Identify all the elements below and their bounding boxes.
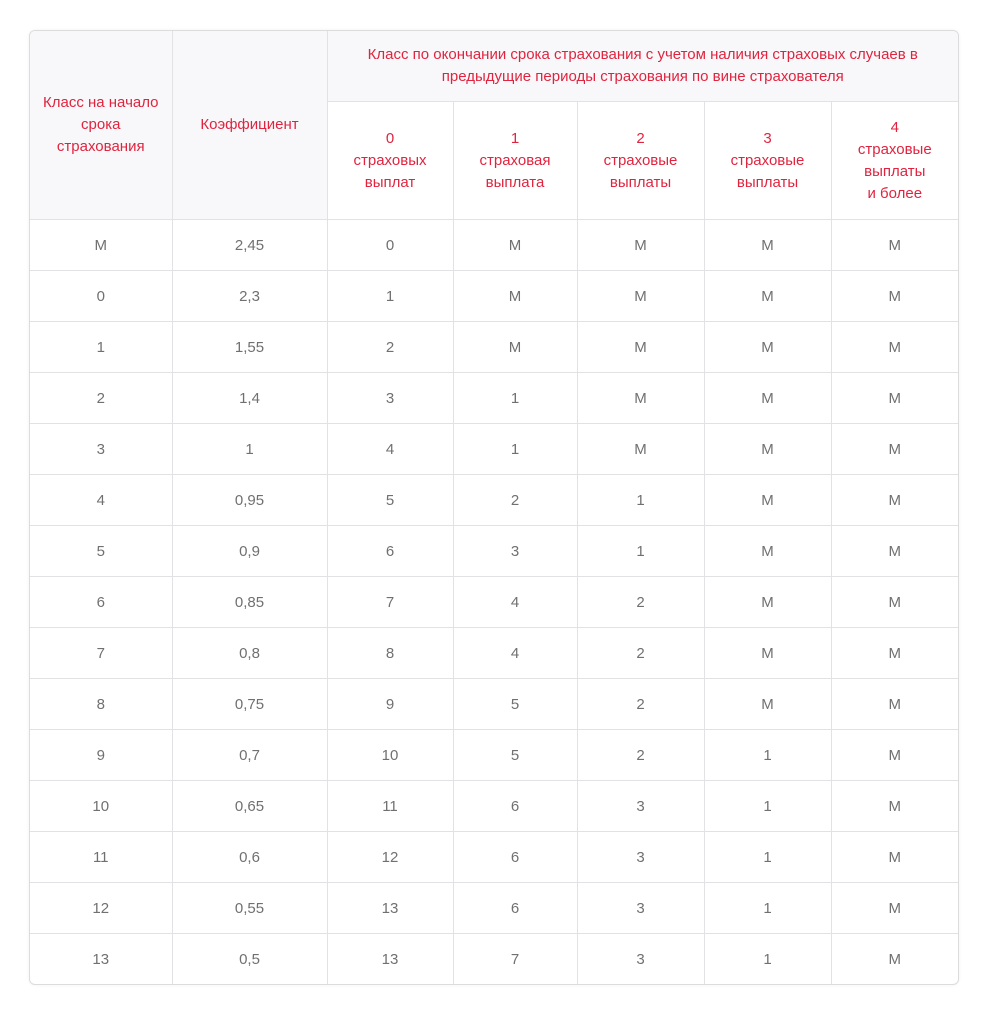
cell-class-end: 6: [453, 781, 577, 832]
cell-class-start: 5: [30, 526, 172, 577]
cell-coefficient: 2,45: [172, 220, 327, 271]
cell-class-end: 2: [577, 628, 704, 679]
header-claims-4-line: 4: [890, 118, 899, 136]
cell-class-end: 2: [327, 322, 453, 373]
cell-class-end: М: [831, 832, 958, 883]
cell-class-start: 7: [30, 628, 172, 679]
cell-class-end: 5: [453, 730, 577, 781]
cell-class-end: 1: [704, 934, 831, 985]
cell-class-end: М: [831, 628, 958, 679]
cell-coefficient: 0,6: [172, 832, 327, 883]
cell-class-end: М: [831, 526, 958, 577]
cell-class-end: 1: [704, 781, 831, 832]
cell-class-end: 12: [327, 832, 453, 883]
cell-class-end: М: [577, 322, 704, 373]
cell-class-start: 6: [30, 577, 172, 628]
cell-class-start: 13: [30, 934, 172, 985]
cell-class-end: 2: [453, 475, 577, 526]
cell-class-end: М: [704, 373, 831, 424]
cell-class-end: М: [704, 424, 831, 475]
table-row: [30, 424, 958, 475]
cell-coefficient: 0,65: [172, 781, 327, 832]
cell-class-end: 10: [327, 730, 453, 781]
cell-class-end: 5: [453, 679, 577, 730]
cell-class-end: М: [704, 577, 831, 628]
header-claims-0-line: выплат: [364, 173, 416, 191]
cell-class-end: 3: [577, 934, 704, 985]
cell-class-end: 8: [327, 628, 453, 679]
cell-class-end: 6: [327, 526, 453, 577]
cell-class-end: М: [577, 373, 704, 424]
header-claims-1: [453, 102, 577, 220]
cell-class-end: М: [831, 271, 958, 322]
cell-coefficient: 0,95: [172, 475, 327, 526]
cell-coefficient: 0,5: [172, 934, 327, 985]
header-claims-1-line: страховая: [479, 151, 551, 169]
table-row: [30, 730, 958, 781]
cell-class-end: 3: [327, 373, 453, 424]
cell-class-start: 12: [30, 883, 172, 934]
cell-class-end: М: [577, 220, 704, 271]
cell-class-end: 13: [327, 934, 453, 985]
cell-class-end: М: [453, 220, 577, 271]
cell-class-end: 1: [704, 730, 831, 781]
cell-class-end: 11: [327, 781, 453, 832]
table-row: [30, 220, 958, 271]
table-row: [30, 271, 958, 322]
table-row: [30, 679, 958, 730]
cell-coefficient: 1: [172, 424, 327, 475]
header-claims-1-line: выплата: [485, 173, 545, 191]
cell-class-end: 1: [704, 832, 831, 883]
header-claims-2-line: 2: [636, 129, 645, 147]
cell-class-end: 1: [577, 526, 704, 577]
cell-class-end: М: [577, 424, 704, 475]
header-coefficient: Коэффициент: [172, 31, 327, 220]
table-row: [30, 526, 958, 577]
cell-class-end: М: [831, 730, 958, 781]
cell-coefficient: 0,8: [172, 628, 327, 679]
cell-class-end: М: [831, 883, 958, 934]
cell-class-end: 6: [453, 832, 577, 883]
header-claims-4-line: страховые: [857, 140, 932, 158]
bonus-malus-table: [30, 31, 958, 984]
header-claims-3: [704, 102, 831, 220]
cell-coefficient: 0,7: [172, 730, 327, 781]
cell-class-start: М: [30, 220, 172, 271]
cell-class-end: М: [704, 322, 831, 373]
cell-class-end: 1: [577, 475, 704, 526]
cell-class-end: 4: [327, 424, 453, 475]
cell-class-end: М: [831, 781, 958, 832]
cell-class-end: 2: [577, 577, 704, 628]
cell-coefficient: 1,55: [172, 322, 327, 373]
cell-class-end: М: [577, 271, 704, 322]
cell-class-end: М: [704, 271, 831, 322]
cell-class-end: 1: [453, 424, 577, 475]
cell-class-start: 1: [30, 322, 172, 373]
cell-class-end: М: [704, 475, 831, 526]
cell-coefficient: 0,55: [172, 883, 327, 934]
table-row: [30, 628, 958, 679]
table-body: [30, 220, 958, 985]
cell-class-end: 7: [453, 934, 577, 985]
header-group-title: Класс по окончании срока страхования с учетом наличия страховых случаев в предыдущие периоды страхования по вине страхователя: [327, 31, 958, 102]
cell-class-start: 2: [30, 373, 172, 424]
header-claims-3-line: страховые: [730, 151, 805, 169]
header-claims-3-line: выплаты: [736, 173, 799, 191]
table-row: [30, 577, 958, 628]
cell-class-start: 10: [30, 781, 172, 832]
cell-class-end: 1: [327, 271, 453, 322]
cell-class-end: 4: [453, 628, 577, 679]
header-claims-0: [327, 102, 453, 220]
cell-class-end: М: [831, 679, 958, 730]
cell-class-end: 3: [577, 781, 704, 832]
cell-coefficient: 1,4: [172, 373, 327, 424]
cell-class-end: 2: [577, 730, 704, 781]
header-claims-4: [831, 102, 958, 220]
cell-coefficient: 2,3: [172, 271, 327, 322]
bonus-malus-table-card: [29, 30, 959, 985]
cell-class-end: 13: [327, 883, 453, 934]
cell-coefficient: 0,9: [172, 526, 327, 577]
table-row: [30, 934, 958, 985]
cell-class-end: М: [453, 271, 577, 322]
cell-class-end: М: [831, 577, 958, 628]
header-claims-1-line: 1: [510, 129, 520, 147]
table-row: [30, 475, 958, 526]
cell-class-start: 9: [30, 730, 172, 781]
table-row: [30, 832, 958, 883]
cell-class-end: М: [831, 424, 958, 475]
cell-class-end: М: [453, 322, 577, 373]
cell-class-end: 4: [453, 577, 577, 628]
cell-class-end: М: [704, 679, 831, 730]
cell-coefficient: 0,85: [172, 577, 327, 628]
cell-class-end: М: [704, 628, 831, 679]
cell-class-start: 8: [30, 679, 172, 730]
cell-class-end: М: [831, 220, 958, 271]
table-row: [30, 883, 958, 934]
header-claims-4-line: и более: [867, 184, 923, 202]
header-claims-2-line: страховые: [603, 151, 678, 169]
cell-class-end: М: [831, 475, 958, 526]
cell-class-end: 3: [577, 832, 704, 883]
table-row: [30, 373, 958, 424]
cell-class-end: М: [704, 526, 831, 577]
cell-class-start: 0: [30, 271, 172, 322]
header-claims-4-line: выплаты: [864, 162, 926, 180]
header-claims-2: [577, 102, 704, 220]
cell-class-end: М: [831, 373, 958, 424]
cell-class-end: 5: [327, 475, 453, 526]
cell-class-end: М: [831, 934, 958, 985]
cell-class-start: 11: [30, 832, 172, 883]
cell-class-end: М: [831, 322, 958, 373]
cell-class-end: 6: [453, 883, 577, 934]
cell-class-end: 9: [327, 679, 453, 730]
table-header: [30, 31, 958, 220]
cell-class-start: 4: [30, 475, 172, 526]
header-claims-2-line: выплаты: [609, 173, 672, 191]
table-row: [30, 781, 958, 832]
cell-class-end: 3: [577, 883, 704, 934]
cell-class-start: 3: [30, 424, 172, 475]
header-claims-3-line: 3: [763, 129, 772, 147]
cell-class-end: 7: [327, 577, 453, 628]
cell-class-end: 1: [453, 373, 577, 424]
cell-class-end: М: [704, 220, 831, 271]
header-class-start: Класс на начало срока страхования: [30, 31, 172, 220]
header-claims-0-line: 0: [385, 129, 395, 147]
cell-class-end: 0: [327, 220, 453, 271]
cell-class-end: 1: [704, 883, 831, 934]
cell-coefficient: 0,75: [172, 679, 327, 730]
cell-class-end: 3: [453, 526, 577, 577]
cell-class-end: 2: [577, 679, 704, 730]
table-row: [30, 322, 958, 373]
header-claims-0-line: страховых: [353, 151, 427, 169]
